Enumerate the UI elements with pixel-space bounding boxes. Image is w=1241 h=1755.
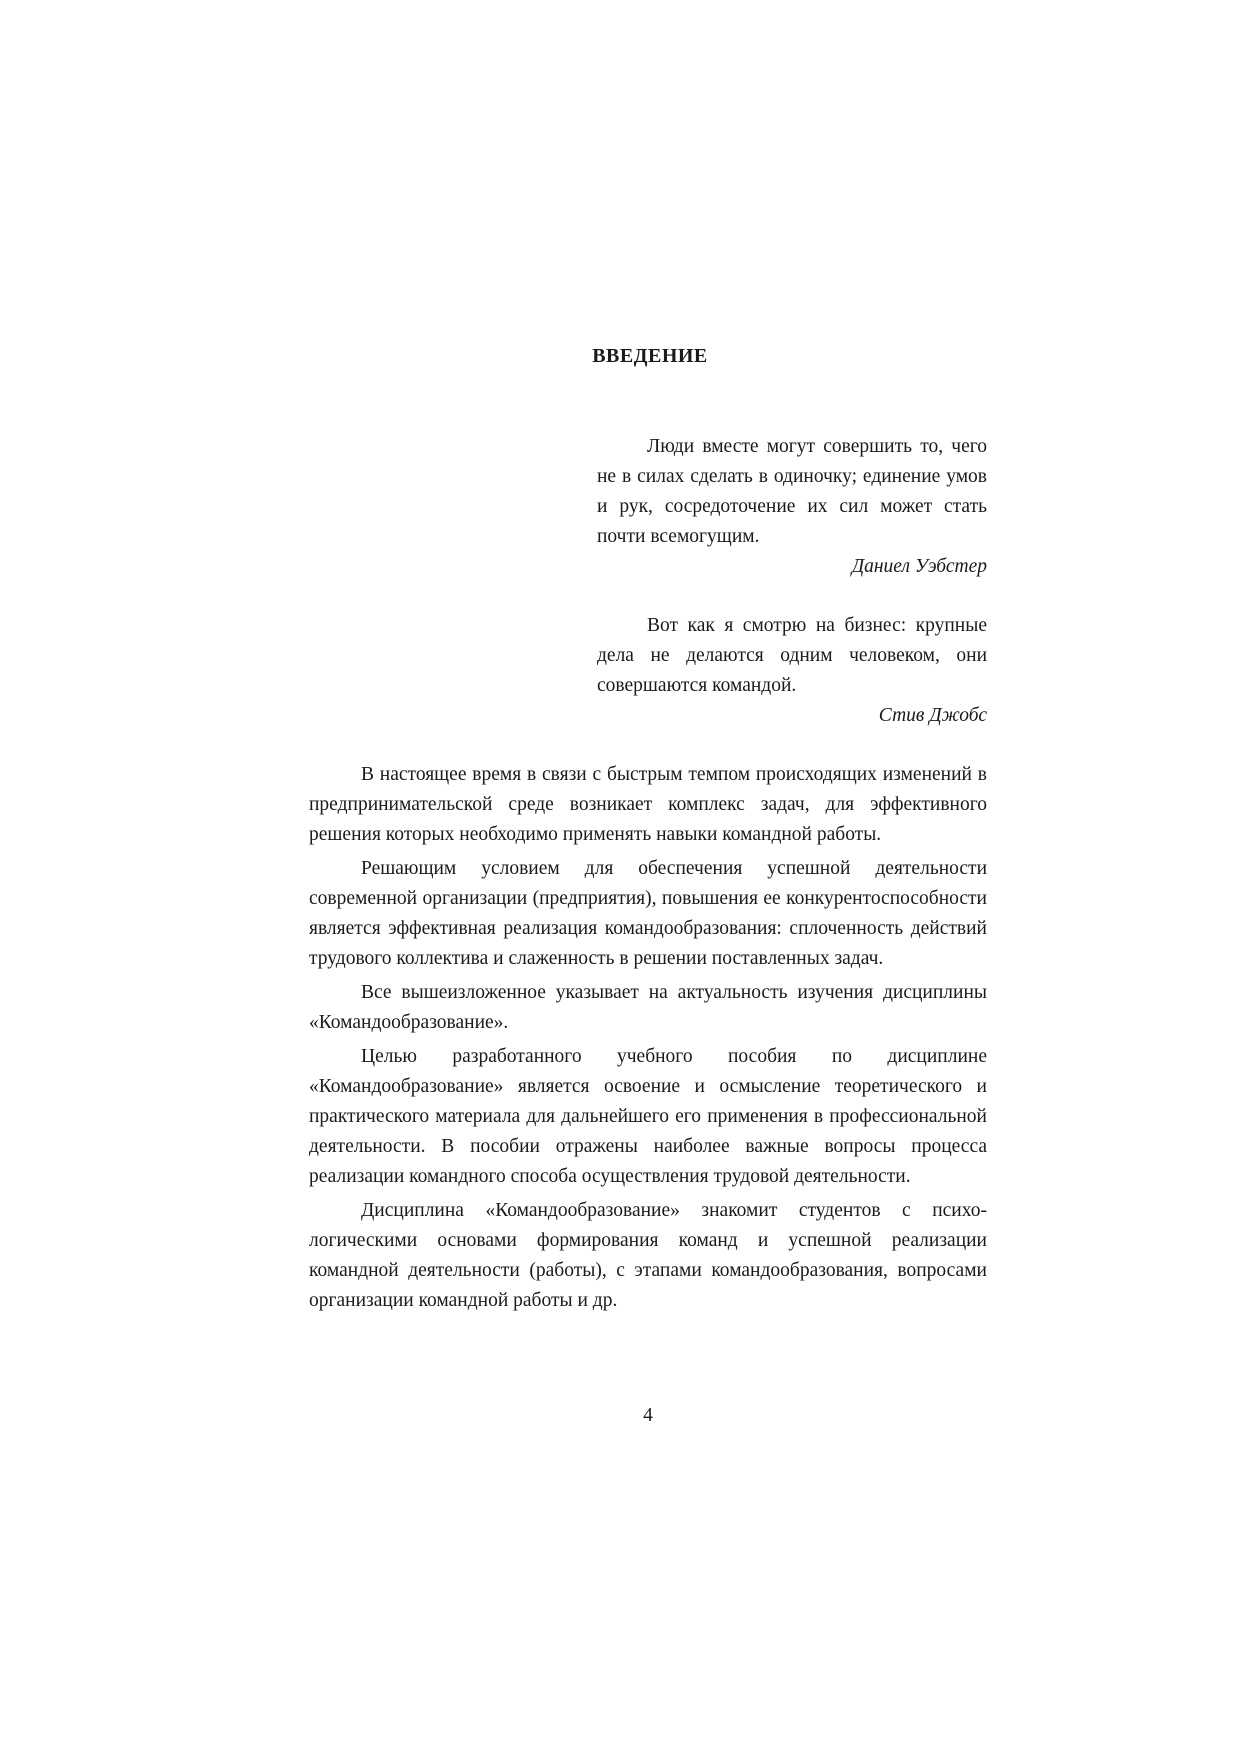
paragraph: Все вышеизложенное указывает на актуальность изучения дисциплины «Командообразование».	[309, 982, 987, 1033]
page-title: ВВЕДЕНИЕ	[592, 345, 708, 367]
epigraph-jobs	[597, 611, 987, 731]
page-number: 4	[643, 1405, 653, 1426]
epigraph-text: Люди вместе могут совершить то, чего не в силах сделать в одиночку; единение умов и рук, сосредоточение их сил может стать почти всемогущим.	[597, 436, 987, 547]
paragraph: Целью разработанного учебного пособия по дисциплине «Командообразование» является освоение и осмысление теоретического и практического материала для дальнейшего его применения в профессиональной деятельности. В пособии отражены наиболее важные вопросы процесса реализации командного способа осуществления трудовой деятельности.	[309, 1046, 987, 1187]
epigraph-webster	[597, 432, 987, 582]
body-text	[309, 760, 987, 1320]
epigraph-author: Даниел Уэбстер	[851, 556, 987, 577]
paragraph: Решающим условием для обеспечения успешной деятельности современной организации (предприятия), повышения ее конкурентоспособности является эффективная реализация командообразования: сплоченность действий трудового коллектива и слаженность в решении поставленных задач.	[309, 858, 987, 969]
epigraph-text: Вот как я смотрю на бизнес: крупные дела не делаются одним человеком, они совершаются командой.	[597, 615, 987, 696]
paragraph: Дисциплина «Командообразование» знакомит студентов с психологическими основами формирования команд и успешной реализации командной деятельности (работы), с этапами командообразования, вопросами организации командной работы и др.	[309, 1200, 987, 1311]
epigraph-author: Стив Джобс	[878, 705, 987, 726]
paragraph: В настоящее время в связи с быстрым темпом происходящих изменений в предпринимательской среде возникает комплекс задач, для эффективного решения которых необходимо применять навыки командной работы.	[309, 764, 987, 845]
